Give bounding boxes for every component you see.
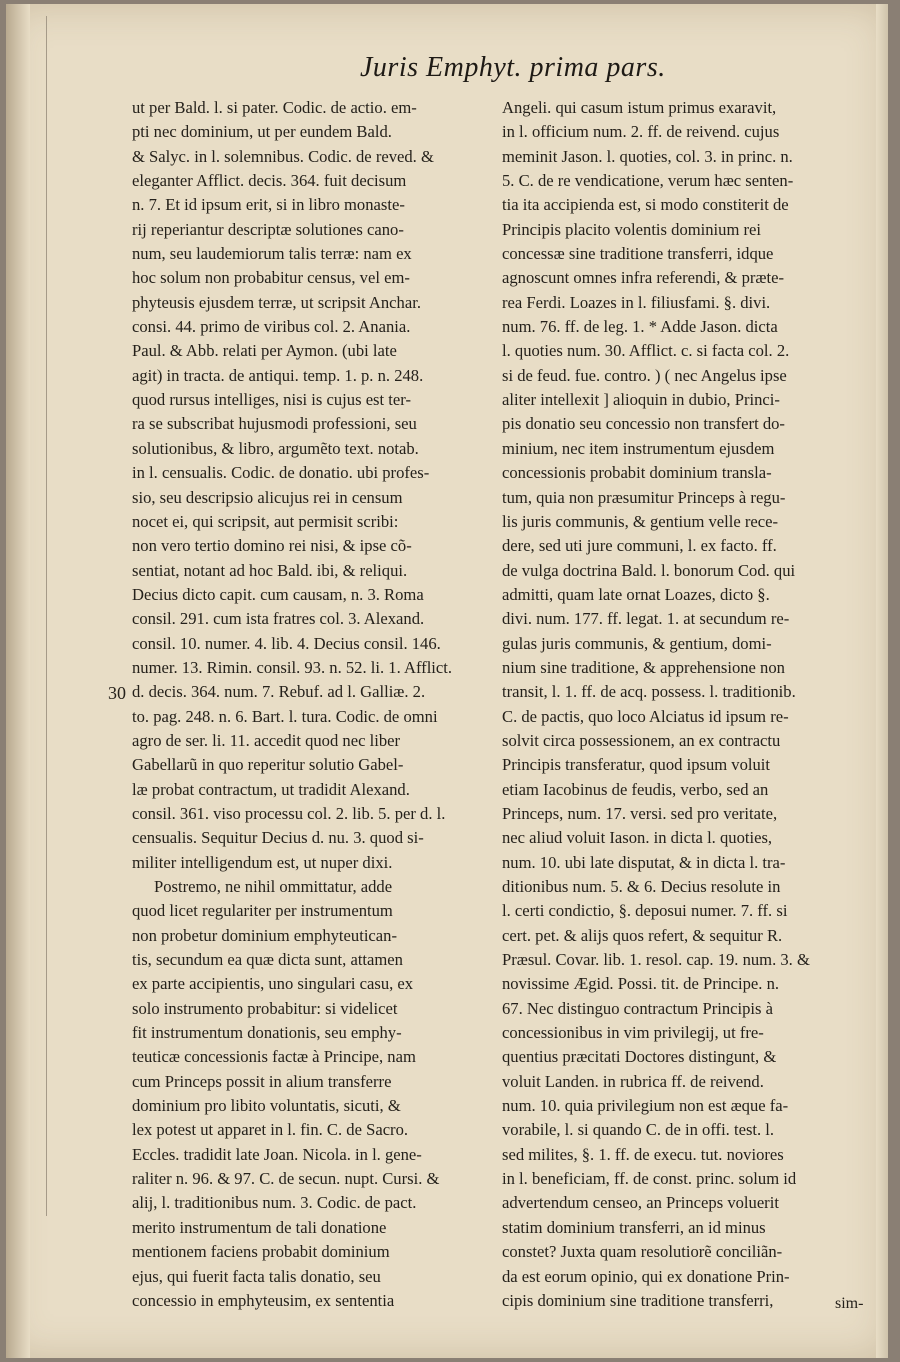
text-line: consil. 10. numer. 4. lib. 4. Decius consil. 146.	[132, 633, 441, 653]
text-line: ejus, qui fuerit facta talis donatio, seu	[132, 1266, 381, 1286]
text-line: constet? Juxta quam resolutiorẽ conciliãn-	[502, 1242, 783, 1262]
text-line: solutionibus, & libro, argumẽto text. notab.	[132, 438, 419, 458]
text-line: & Salyc. in l. solemnibus. Codic. de reved. &	[132, 146, 434, 166]
text-line: ex parte accipientis, uno singulari casu, ex	[132, 974, 414, 994]
text-line: Gabellarũ in quo reperitur solutio Gabel-	[132, 755, 404, 775]
text-line: si de feud. fue. contro. ) ( nec Angelus ipse	[502, 365, 787, 385]
text-line: da est eorum opinio, qui ex donatione Prin-	[502, 1266, 790, 1286]
text-line: solvit circa possessionem, an ex contractu	[502, 730, 781, 750]
text-line: nium sine traditione, & apprehensione non	[502, 657, 785, 677]
text-line: num, seu laudemiorum talis terræ: nam ex	[132, 244, 412, 264]
text-line: alij, l. traditionibus num. 3. Codic. de pact.	[132, 1193, 417, 1213]
text-line: merito instrumentum de tali donatione	[132, 1217, 387, 1237]
text-line: raliter n. 96. & 97. C. de secun. nupt. Cursi. &	[132, 1169, 440, 1189]
text-line: etiam Iacobinus de feudis, verbo, sed an	[502, 779, 769, 799]
text-line: sio, seu descripsio alicujus rei in censum	[132, 487, 403, 507]
text-line: voluit Landen. in rubrica ff. de reivend.	[502, 1071, 764, 1091]
left-column	[132, 96, 484, 1313]
text-line: aliter intellexit ] alioquin in dubio, Princi-	[502, 390, 780, 410]
text-line: dominium pro libito voluntatis, sicuti, &	[132, 1096, 401, 1116]
text-line: agit) in tracta. de antiqui. temp. 1. p. n. 248.	[132, 365, 424, 385]
text-line: lis juris communis, & gentium velle rece-	[502, 511, 779, 531]
text-line: n. 7. Et id ipsum erit, si in libro monaste-	[132, 195, 405, 215]
text-line: quod licet regulariter per instrumentum	[132, 901, 393, 921]
text-line: fit instrumentum donationis, seu emphy-	[132, 1023, 402, 1043]
text-line: vorabile, l. si quando C. de in offi. test. l.	[502, 1120, 775, 1140]
text-line: læ probat contractum, ut tradidit Alexand.	[132, 779, 410, 799]
text-line: Eccles. tradidit late Joan. Nicola. in l. gene-	[132, 1144, 422, 1164]
text-line: agro de ser. li. 11. accedit quod nec liber	[132, 730, 401, 750]
text-line: Princeps, num. 17. versi. sed pro veritate,	[502, 803, 778, 823]
text-line: lex potest ut apparet in l. fin. C. de Sacro.	[132, 1120, 409, 1140]
text-line: concessio in emphyteusim, ex sententia	[132, 1290, 395, 1310]
text-line: num. 10. quia privilegium non est æque fa-	[502, 1096, 789, 1116]
margin-number: 30	[108, 683, 126, 703]
text-line: dere, sed uti jure communi, l. ex facto. ff.	[502, 536, 777, 556]
text-line: Præsul. Covar. lib. 1. resol. cap. 19. num. 3. &	[502, 950, 810, 970]
gutter-line	[46, 16, 47, 1216]
text-line: d. decis. 364. num. 7. Rebuf. ad l. Galliæ. 2.	[132, 682, 426, 702]
text-line: ditionibus num. 5. & 6. Decius resolute in	[502, 877, 781, 896]
text-line: 5. C. de re vendicatione, verum hæc senten-	[502, 171, 794, 191]
catchword: sim-	[835, 1295, 864, 1312]
text-line: advertendum censeo, an Princeps voluerit	[502, 1193, 779, 1213]
text-line: rea Ferdi. Loazes in l. filiusfami. §. divi.	[502, 292, 771, 312]
text-line: statim dominium transferri, an id minus	[502, 1217, 766, 1237]
text-line: sed milites, §. 1. ff. de execu. tut. noviores	[502, 1144, 784, 1164]
text-line: Principis transferatur, quod ipsum voluit	[502, 755, 771, 775]
text-line: num. 76. ff. de leg. 1. * Adde Jason. dicta	[502, 317, 778, 337]
text-line: hoc solum non probabitur census, vel em-	[132, 268, 410, 288]
text-line: gulas juris communis, & gentium, domi-	[502, 633, 772, 653]
text-line: in l. censualis. Codic. de donatio. ubi profes-	[132, 463, 430, 483]
text-line: cert. pet. & alijs quos refert, & sequitur R.	[502, 925, 783, 945]
text-line: to. pag. 248. n. 6. Bart. l. tura. Codic. de omni	[132, 706, 438, 726]
text-line: meminit Jason. l. quoties, col. 3. in princ. n.	[502, 146, 793, 166]
page-right-edge	[876, 4, 888, 1358]
text-line: nec aliud voluit Iason. in dicta l. quoties,	[502, 828, 773, 848]
text-line: Decius dicto capit. cum causam, n. 3. Roma	[132, 584, 424, 604]
text-line: Postremo, ne nihil ommittatur, adde	[154, 877, 393, 896]
text-line: consi. 44. primo de viribus col. 2. Anania.	[132, 317, 411, 337]
text-line: quentius præcitati Doctores distingunt, &	[502, 1047, 777, 1067]
text-line: concessionibus in vim privilegij, ut fre-	[502, 1023, 764, 1043]
text-line: agnoscunt omnes infra referendi, & præte-	[502, 268, 784, 288]
text-line: consil. 291. cum ista fratres col. 3. Alexand.	[132, 609, 425, 629]
text-line: tia ita accipienda est, si modo constiterit de	[502, 195, 789, 215]
text-line: ra se subscribat hujusmodi professioni, seu	[132, 414, 417, 434]
text-line: 67. Nec distinguo contractum Principis à	[502, 998, 773, 1018]
text-line: numer. 13. Rimin. consil. 93. n. 52. li. 1. Afflict.	[132, 657, 453, 677]
text-line: Paul. & Abb. relati per Aymon. (ubi late	[132, 341, 397, 361]
text-line: eleganter Afflict. decis. 364. fuit decisum	[132, 171, 407, 191]
text-line: concessæ sine traditione transferri, idque	[502, 244, 774, 264]
text-line: nocet ei, qui scripsit, aut permisit scribi:	[132, 511, 399, 531]
text-line: solo instrumento probabitur: si videlicet	[132, 998, 398, 1018]
text-line: transit, l. 1. ff. de acq. possess. l. traditionib.	[502, 682, 796, 702]
text-line: quod rursus intelliges, nisi is cujus est ter-	[132, 390, 411, 410]
text-line: militer intelligendum est, ut nuper dixi.	[132, 852, 393, 872]
running-header: Juris Emphyt. prima pars.	[360, 52, 666, 83]
text-line: divi. num. 177. ff. legat. 1. at secundum re-	[502, 609, 790, 629]
text-line: pis donatio seu concessio non transfert do-	[502, 414, 785, 434]
text-line: ut per Bald. l. si pater. Codic. de actio. em-	[132, 98, 417, 117]
text-line: tis, secundum ea quæ dicta sunt, attamen	[132, 950, 403, 970]
text-line: l. certi condictio, §. deposui numer. 7. ff. si	[502, 901, 788, 921]
text-line: l. quoties num. 30. Afflict. c. si facta col. 2.	[502, 341, 790, 361]
text-line: num. 10. ubi late disputat, & in dicta l. tra-	[502, 852, 786, 872]
text-line: in l. officium num. 2. ff. de reivend. cujus	[502, 122, 780, 142]
text-line: concessionis probabit dominium transla-	[502, 463, 772, 483]
text-line: censualis. Sequitur Decius d. nu. 3. quod si-	[132, 828, 424, 848]
text-line: non probetur dominium emphyteutican-	[132, 925, 397, 945]
text-line: cum Princeps possit in alium transferre	[132, 1071, 392, 1091]
page-left-edge	[6, 4, 30, 1358]
text-line: consil. 361. viso processu col. 2. lib. 5. per d. l.	[132, 803, 446, 823]
text-line: rij reperiantur descriptæ solutiones cano-	[132, 219, 404, 239]
right-column	[502, 96, 850, 1313]
text-line: phyteusis ejusdem terræ, ut scripsit Anchar.	[132, 292, 421, 312]
text-line: mentionem faciens probabit dominium	[132, 1242, 390, 1262]
text-line: pti nec dominium, ut per eundem Bald.	[132, 122, 392, 142]
text-line: Principis placito volentis dominium rei	[502, 219, 762, 239]
text-line: minium, nec item instrumentum ejusdem	[502, 438, 775, 458]
text-line: de vulga doctrina Bald. l. bonorum Cod. qui	[502, 560, 796, 580]
text-line: in l. beneficiam, ff. de const. princ. solum id	[502, 1169, 797, 1189]
text-line: teuticæ concessionis factæ à Principe, nam	[132, 1047, 416, 1067]
text-line: non vero tertio domino rei nisi, & ipse cõ-	[132, 536, 412, 556]
text-line: admitti, quam late ornat Loazes, dicto §.	[502, 584, 770, 604]
text-line: C. de pactis, quo loco Alciatus id ipsum re-	[502, 706, 789, 726]
text-line: tum, quia non præsumitur Princeps à regu-	[502, 487, 786, 507]
text-line: novissime Ægid. Possi. tit. de Principe. n.	[502, 974, 780, 994]
text-line: sentiat, notant ad hoc Bald. ibi, & reliqui.	[132, 560, 408, 580]
text-line: Angeli. qui casum istum primus exaravit,	[502, 98, 777, 117]
text-line: cipis dominium sine traditione transferri,	[502, 1290, 774, 1310]
